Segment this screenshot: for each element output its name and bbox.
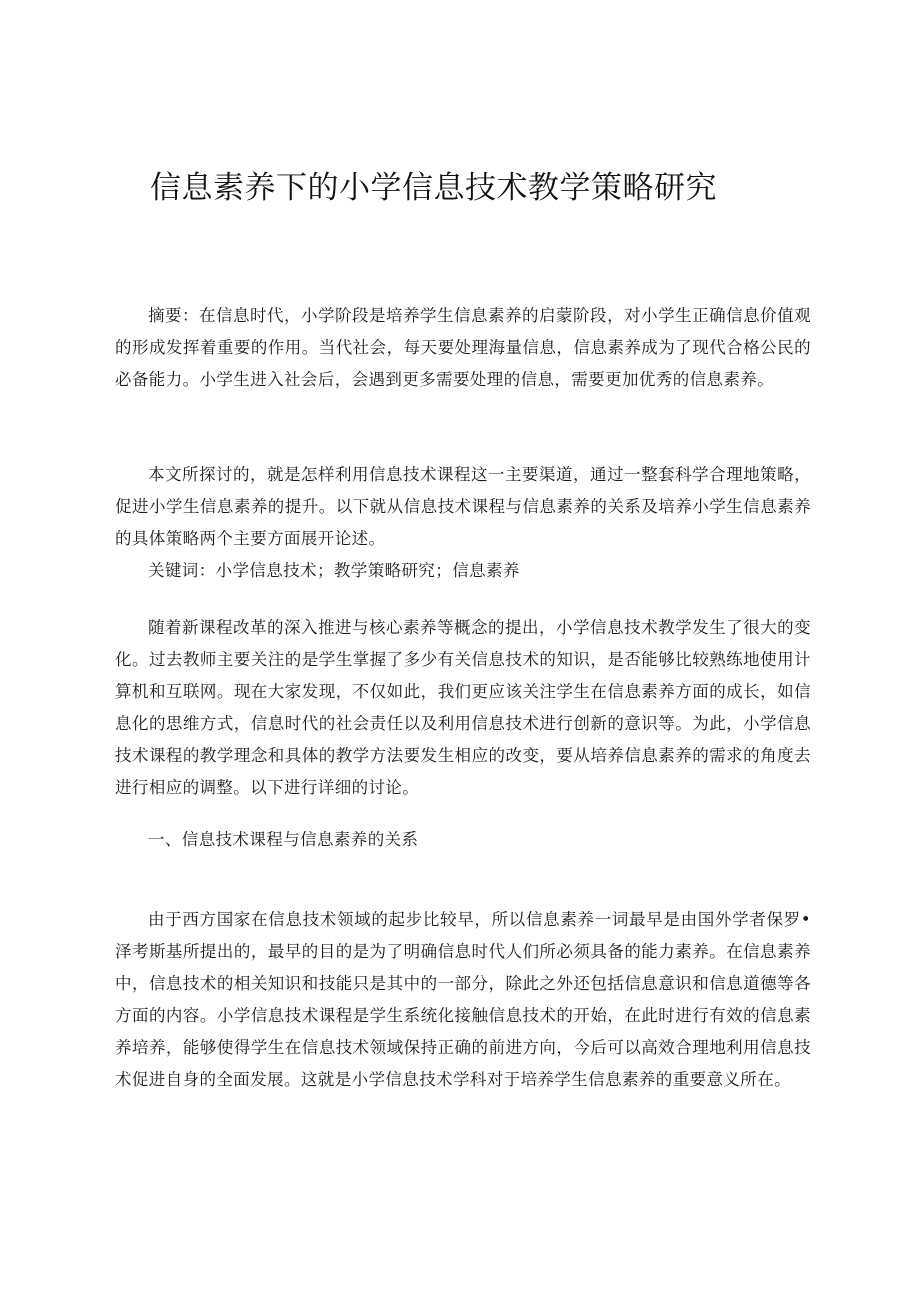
abstract-paragraph: 摘要：在信息时代，小学阶段是培养学生信息素养的启蒙阶段，对小学生正确信息价值观的形成发挥着重要的作用。当代社会，每天要处理海量信息，信息素养成为了现代合格公民的必备能力。小学生进入社会后，会遇到更多需要处理的信息，需要更加优秀的信息素养。: [115, 306, 811, 389]
document-title: 信息素养下的小学信息技术教学策略研究: [150, 170, 717, 206]
intro-paragraph: 本文所探讨的，就是怎样利用信息技术课程这一主要渠道，通过一整套科学合理地策略，促进小学生信息素养的提升。以下就从信息技术课程与信息素养的关系及培养小学生信息素养的具体策略两个主要方面展开论述。: [115, 465, 811, 548]
body-paragraph-background: 随着新课程改革的深入推进与核心素养等概念的提出，小学信息技术教学发生了很大的变化。过去教师主要关注的是学生掌握了多少有关信息技术的知识，是否能够比较熟练地使用计算机和互联网。现在大家发现，不仅如此，我们更应该关注学生在信息素养方面的成长，如信息化的思维方式，信息时代的社会责任以及利用信息技术进行创新的意识等。为此，小学信息技术课程的教学理念和具体的教学方法要发生相应的改变，要从培养信息素养的需求的角度去进行相应的调整。以下进行详细的讨论。: [115, 618, 811, 797]
section-heading: 一、信息技术课程与信息素养的关系: [148, 830, 419, 849]
body-paragraph-relationship: 由于西方国家在信息技术领域的起步比较早，所以信息素养一词最早是由国外学者保罗•泽考斯基所提出的，最早的目的是为了明确信息时代人们所必须具备的能力素养。在信息素养中，信息技术的相关知识和技能只是其中的一部分，除此之外还包括信息意识和信息道德等各方面的内容。小学信息技术课程是学生系统化接触信息技术的开始，在此时进行有效的信息素养培养，能够使得学生在信息技术领域保持正确的前进方向，今后可以高效合理地利用信息技术促进自身的全面发展。这就是小学信息技术学科对于培养学生信息素养的重要意义所在。: [115, 910, 811, 1089]
keywords-paragraph: 关键词：小学信息技术；教学策略研究；信息素养: [148, 561, 520, 580]
